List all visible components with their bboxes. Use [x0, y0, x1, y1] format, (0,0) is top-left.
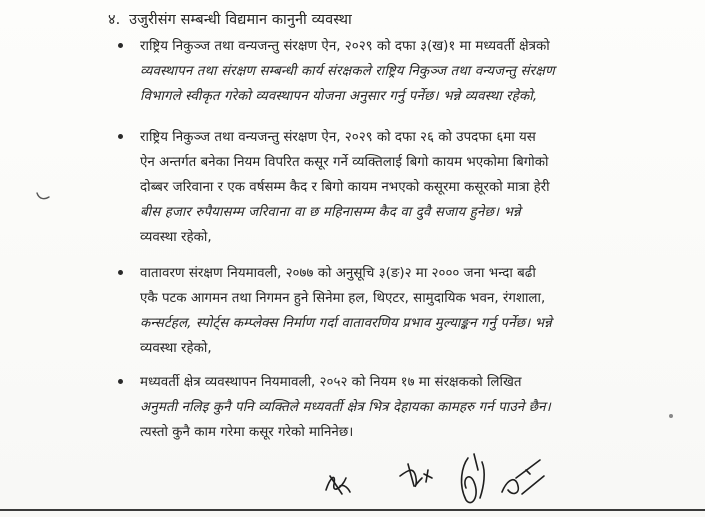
handwritten-signatures — [312, 448, 552, 510]
text-line: राष्ट्रिय निकुञ्ज तथा वन्यजन्तु संरक्षण ऐन, २०२९ को दफा ३(ख)१ मा मध्यवर्ती क्षेत्रको — [140, 39, 550, 54]
text-line: व्यवस्था रहेको, — [140, 341, 212, 356]
bullet-text — [140, 34, 668, 109]
bullet-dot — [118, 379, 123, 384]
text-line: ऐन अन्तर्गत बनेका नियम विपरित कसूर गर्ने व्यक्तिलाई बिगो कायम भएकोमा बिगोको — [140, 155, 549, 170]
margin-pen-mark — [35, 190, 51, 202]
text-line: व्यवस्थापन तथा संरक्षण सम्बन्धी कार्य संरक्षकले राष्ट्रिय निकुञ्ज तथा वन्यजन्तु संरक्षण — [140, 64, 555, 79]
text-line: कन्सर्टहल, स्पोर्ट्स कम्प्लेक्स निर्माण गर्दा वातावरणिय प्रभाव मुल्याङ्कन गर्नु पर्नेछ। भन्ने — [140, 316, 552, 331]
section-heading — [108, 9, 668, 31]
text-line: व्यवस्था रहेको, — [140, 230, 212, 245]
text-line: एकै पटक आगमन तथा निगमन हुने सिनेमा हल, थिएटर, सामुदायिक भवन, रंगशाला, — [140, 291, 546, 306]
section-number: ४. — [108, 12, 121, 28]
text-line: बीस हजार रुपैयासम्म जरिवाना वा छ महिनासम्म कैद वा दुवै सजाय हुनेछ। भन्ने — [140, 205, 521, 220]
bottom-edge-rule — [0, 509, 705, 511]
bullet-text — [140, 125, 668, 250]
bullet-text — [140, 370, 668, 445]
text-line: मध्यवर्ती क्षेत्र व्यवस्थापन नियमावली, २०५२ को नियम १७ मा संरक्षकको लिखित — [140, 375, 522, 390]
text-line: राष्ट्रिय निकुञ्ज तथा वन्यजन्तु संरक्षण ऐन, २०२९ को दफा २६ को उपदफा ६मा यस — [140, 130, 536, 145]
bullet-dot — [118, 134, 123, 139]
text-line: अनुमती नलिइ कुनै पनि व्यक्तिले मध्यवर्ती क्षेत्र भित्र देहायका कामहरु गर्न पाउने छैन। — [140, 400, 551, 415]
text-line: विभागले स्वीकृत गरेको व्यवस्थापन योजना अनुसार गर्नु पर्नेछ। भन्ने व्यवस्था रहेको, — [140, 89, 538, 104]
text-line: त्यस्तो कुनै काम गरेमा कसूर गरेको मानिनेछ। — [140, 425, 354, 440]
section-title: उजुरीसंग सम्बन्धी विद्यमान कानुनी व्यवस्था — [129, 12, 352, 28]
bullet-text — [140, 261, 668, 361]
bullet-dot — [118, 270, 123, 275]
text-line: वातावरण संरक्षण नियमावली, २०७७ को अनुसूचि ३(ङ)२ मा २००० जना भन्दा बढी — [140, 266, 536, 281]
bullet-dot — [118, 43, 123, 48]
stray-dot — [669, 414, 673, 418]
text-line: दोब्बर जरिवाना र एक वर्षसम्म कैद र बिगो कायम नभएको कसूरमा कसूरको मात्रा हेरी — [140, 180, 550, 195]
